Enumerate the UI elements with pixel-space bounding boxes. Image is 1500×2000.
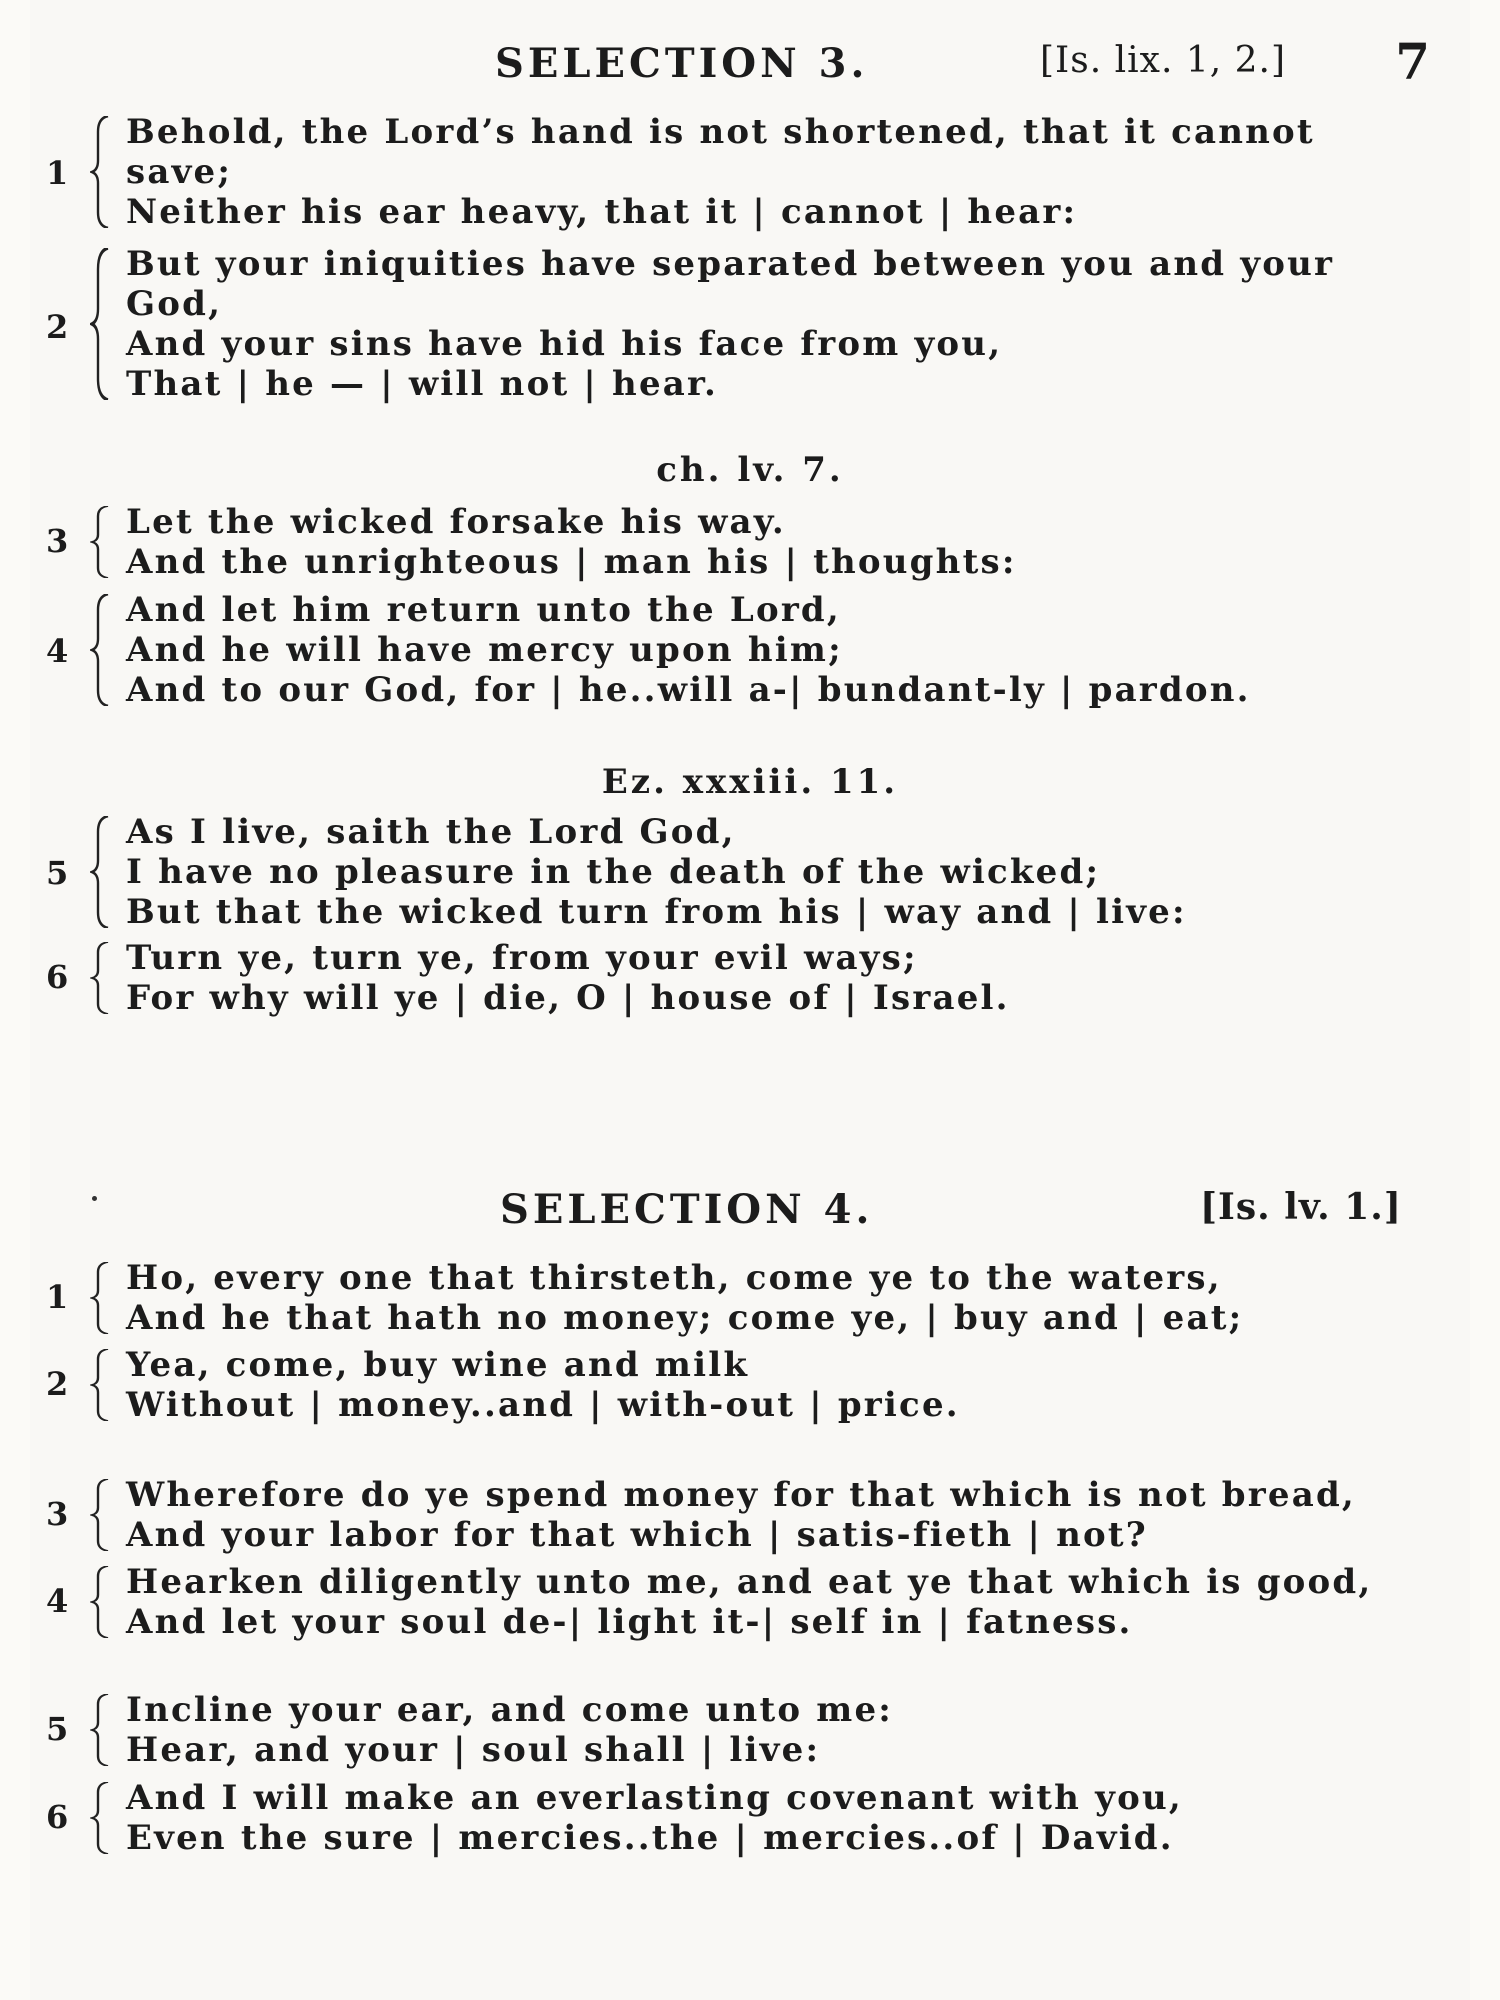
brace <box>90 816 112 928</box>
s3-verse-5 <box>30 812 1470 932</box>
verse-number: 2 <box>46 1365 69 1403</box>
verse-line: That | he — | will not | hear. <box>126 364 719 404</box>
brace <box>90 1694 112 1766</box>
verse-number: 3 <box>46 522 69 560</box>
brace <box>90 1479 112 1551</box>
s4-verse-1 <box>30 1258 1470 1338</box>
brace <box>90 942 112 1014</box>
subheading: Ez. xxxiii. 11. <box>601 762 899 802</box>
verse-line: Without | money..and | with-out | price. <box>126 1385 960 1425</box>
s4-verse-4 <box>30 1562 1470 1642</box>
verse-line: Let the wicked forsake his way. <box>126 502 786 542</box>
verse-number: 1 <box>46 154 69 192</box>
verse-line: As I live, saith the Lord God, <box>126 812 736 852</box>
verse-line: And he will have mercy upon him; <box>126 630 843 670</box>
verse-line: Behold, the Lord’s hand is not shortened, that it cannot <box>126 112 1315 152</box>
page-number: 7 <box>1395 32 1430 91</box>
subheading: ch. lv. 7. <box>656 450 844 490</box>
verse-number: 6 <box>46 1798 69 1836</box>
verse-line: And let him return unto the Lord, <box>126 590 841 630</box>
s4-verse-6 <box>30 1778 1470 1858</box>
verse-line: And to our God, for | he..will a-| bundant-ly | pardon. <box>126 670 1251 710</box>
verse-line: I have no pleasure in the death of the wicked; <box>126 852 1101 892</box>
brace <box>90 248 112 400</box>
s3-verse-3 <box>30 502 1470 582</box>
verse-line: Even the sure | mercies..the | mercies..of | David. <box>126 1818 1174 1858</box>
verse-line: And he that hath no money; come ye, | buy and | eat; <box>126 1298 1244 1338</box>
verse-number: 4 <box>46 1582 69 1620</box>
selection-4-heading <box>30 1186 1470 1256</box>
s3-verse-4 <box>30 590 1470 710</box>
selection-4-title: SELECTION 4. <box>500 1186 874 1233</box>
selection-3-title: SELECTION 3. <box>495 40 869 87</box>
verse-line: save; <box>126 152 233 192</box>
s3-verse-1 <box>30 112 1470 232</box>
verse-line: Wherefore do ye spend money for that which is not bread, <box>126 1475 1356 1515</box>
verse-line: And your labor for that which | satis-fieth | not? <box>126 1515 1148 1555</box>
verse-line: But your iniquities have separated between you and your <box>126 244 1335 284</box>
verse-number: 2 <box>46 308 69 346</box>
brace <box>90 1566 112 1638</box>
verse-line: Incline your ear, and come unto me: <box>126 1690 894 1730</box>
verse-number: 1 <box>46 1278 69 1316</box>
verse-line: But that the wicked turn from his | way and | live: <box>126 892 1187 932</box>
verse-line: Yea, come, buy wine and milk <box>126 1345 750 1385</box>
verse-number: 3 <box>46 1495 69 1533</box>
verse-number: 6 <box>46 958 69 996</box>
verse-line: And the unrighteous | man his | thoughts: <box>126 542 1017 582</box>
brace <box>90 1262 112 1334</box>
verse-line: For why will ye | die, O | house of | Israel. <box>126 978 1010 1018</box>
verse-line: God, <box>126 284 223 324</box>
s3-verse-2 <box>30 244 1470 404</box>
verse-number: 5 <box>46 1710 69 1748</box>
verse-line: And let your soul de-| light it-| self in | fatness. <box>126 1602 1133 1642</box>
brace <box>90 506 112 578</box>
verse-line: Hear, and your | soul shall | live: <box>126 1730 821 1770</box>
verse-line: Hearken diligently unto me, and eat ye that which is good, <box>126 1562 1373 1602</box>
brace <box>90 116 112 228</box>
s3-verse-6 <box>30 938 1470 1018</box>
s4-verse-3 <box>30 1475 1470 1555</box>
verse-number: 4 <box>46 632 69 670</box>
selection-3-reference: [Is. lix. 1, 2.] <box>1040 40 1287 81</box>
verse-line: Neither his ear heavy, that it | cannot | hear: <box>126 192 1078 232</box>
verse-line: Turn ye, turn ye, from your evil ways; <box>126 938 918 978</box>
verse-line: And I will make an everlasting covenant with you, <box>126 1778 1183 1818</box>
selection-3-heading <box>30 32 1470 110</box>
selection-4-reference: [Is. lv. 1.] <box>1200 1186 1402 1228</box>
brace <box>90 594 112 706</box>
verse-number: 5 <box>46 854 69 892</box>
s4-verse-5 <box>30 1690 1470 1770</box>
brace <box>90 1782 112 1854</box>
hymnal-page <box>30 0 1470 2000</box>
s4-verse-2 <box>30 1345 1470 1425</box>
verse-line: Ho, every one that thirsteth, come ye to the waters, <box>126 1258 1222 1298</box>
brace <box>90 1349 112 1421</box>
verse-line: And your sins have hid his face from you, <box>126 324 1003 364</box>
